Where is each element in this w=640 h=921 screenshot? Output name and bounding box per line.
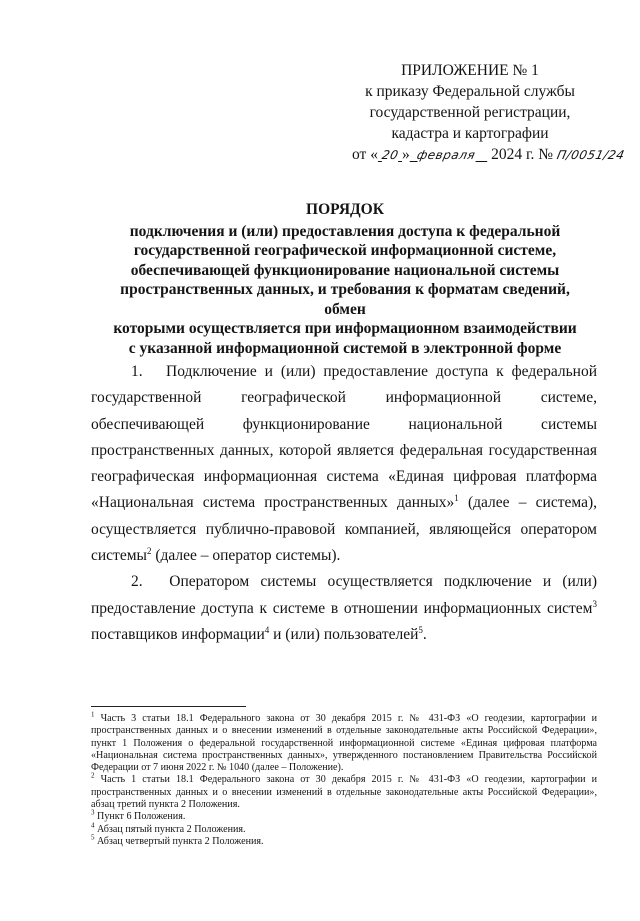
footnote-ref: 2 [146, 545, 152, 556]
footnote-ref: 1 [454, 493, 459, 504]
date-day: 20 [380, 148, 400, 162]
appendix-heading: ПРИЛОЖЕНИЕ № 1 [401, 62, 539, 79]
date-mid: » [401, 146, 410, 163]
appendix-line-3: кадастра и картографии [391, 125, 549, 142]
footnote: $^1$ Часть 3 статьи 18.1 Федерального закона от 30 декабря 2015 г. № 431-ФЗ «О геодезии, картографии и пространственных данных и о внесении изменений в отдельные законодательные акты Российской Федерации», пункт 1 Положения о федеральной государственной информационной системе «Единая цифровая платформа «Национальная система пространственных данных», утвержденного постановлением Правительства Российской Федерации от 7 июня 2022 г. № 1040 (далее – Положение). [91, 710, 597, 774]
paragraph-1: 1. Подключение и (или) предоставление доступа к федеральной государственной географической информационной системе, обеспечивающей функционирование национальной системы пространственных данных, которой является федеральная государственная географическая информационная система «Единая цифровая платформа «Национальная система пространственных данных»$^1$ (далее – система), осуществляется публично-правовой компанией, являющейся оператором системы$^2$ (далее – оператор системы). [91, 363, 597, 565]
title-line: с указанной информационной системой в электронной форме [128, 339, 562, 357]
title-line: государственной географической информационной системе, [133, 242, 557, 259]
date-month: февраля [416, 148, 478, 162]
title-line: обеспечивающей функционирование национальной системы [130, 261, 560, 279]
footnote: $^2$ Часть 1 статьи 18.1 Федерального закона от 30 декабря 2015 г. № 431-ФЗ «О геодезии, картографии и пространственных данных и о внесении изменений в отдельные законодательные акты Российской Федерации», абзац третий пункта 2 Положения. [91, 772, 597, 811]
date-prefix: от « [352, 146, 378, 163]
footnote: $^4$ Абзац пятый пункта 2 Положения. [91, 821, 246, 835]
title-line: подключения и (или) предоставления доступа к федеральной [129, 222, 561, 240]
title-line: которыми осуществляется при информационном взаимодействии [113, 320, 577, 337]
document-body [91, 359, 597, 648]
title-line: пространственных данных, и требования к форматам сведений, обмен [120, 281, 570, 318]
footnote-ref: 4 [264, 624, 270, 635]
footnote-ref: 5 [418, 624, 423, 635]
footnote-separator [91, 706, 246, 707]
footnotes [91, 710, 597, 848]
footnote: $^5$ Абзац четвертый пункта 2 Положения. [91, 833, 264, 847]
document-title [100, 200, 590, 358]
date-year: 2024 г. № [491, 146, 554, 163]
title-main: ПОРЯДОК [306, 201, 384, 218]
appendix-header [340, 60, 626, 166]
footnote: $^3$ Пункт 6 Положения. [91, 809, 186, 823]
appendix-line-2: государственной регистрации, [369, 104, 571, 121]
order-number: П/0051/24 [555, 148, 626, 162]
footnote-ref: 3 [592, 598, 597, 609]
order-date-line [352, 144, 626, 166]
paragraph-2: 2. Оператором системы осуществляется подключение и (или) предоставление доступа к системе в отношении информационных систем$^3$ поставщиков информации$^4$ и (или) пользователей$^5$. [91, 573, 597, 643]
appendix-line-1: к приказу Федеральной службы [365, 83, 575, 100]
